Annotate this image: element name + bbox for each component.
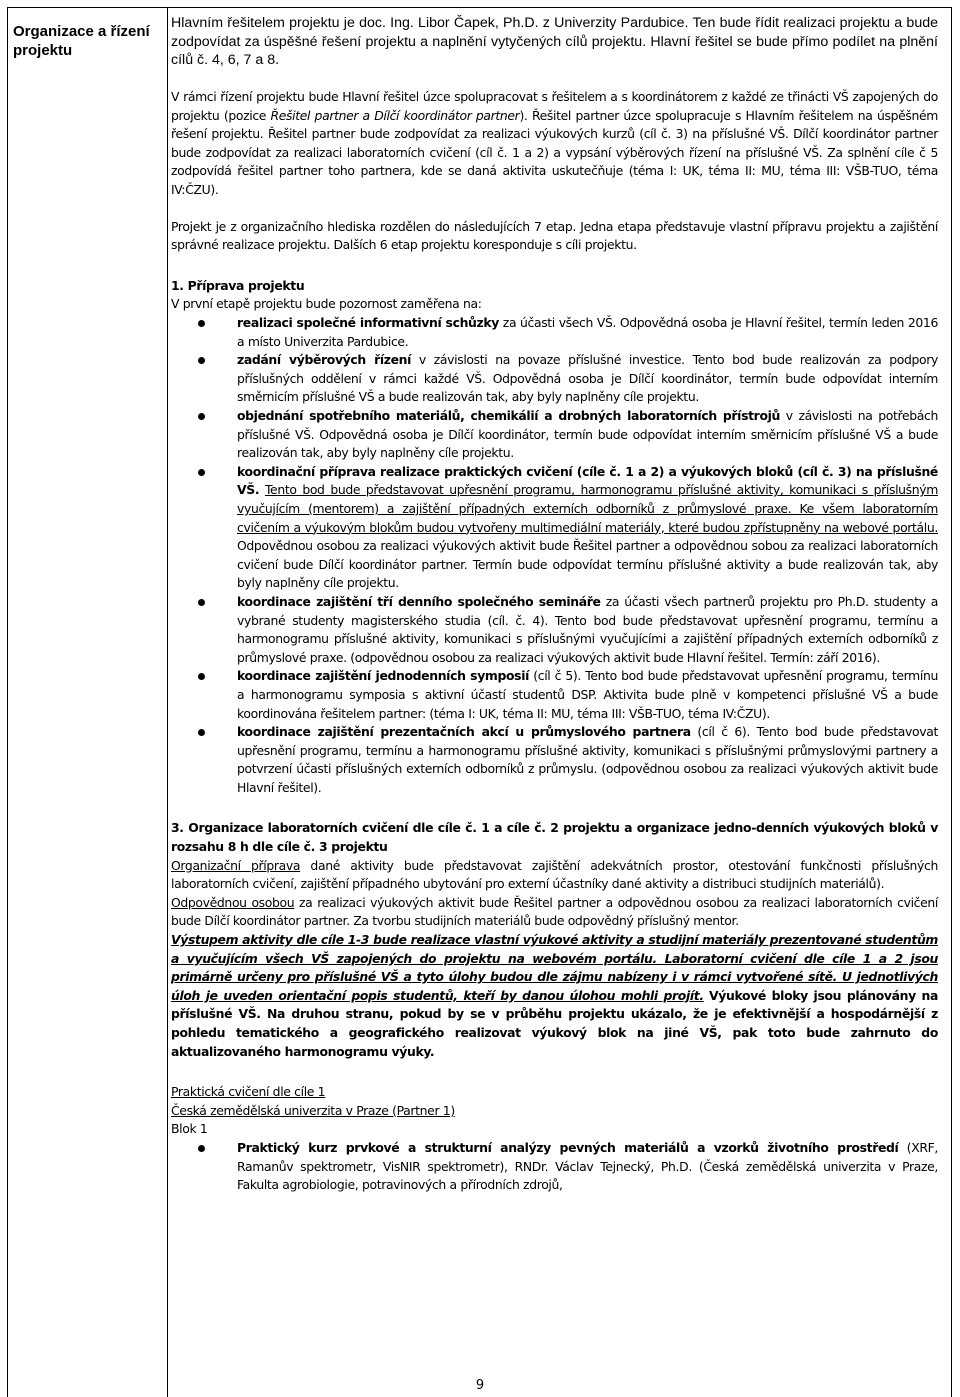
item-bold: koordinační příprava realizace praktických cvičení (cíle č. 1 a 2) a výukových bloků (cíl č. 3) na příslušné VŠ.: [237, 463, 938, 498]
page-number: 9: [475, 1378, 485, 1393]
item-bold: koordinace zajištění prezentačních akcí u průmyslového partnera: [237, 724, 691, 740]
partner-name-text: Česká zemědělská univerzita v Praze (Partner 1): [171, 1102, 455, 1118]
bullet-icon: [198, 357, 205, 364]
item-bold: Praktický kurz prvkové a strukturní analýzy pevných materiálů a vzorků životního prostředí: [237, 1139, 899, 1155]
intro-p2-italic: Řešitel partner a Dílčí koordinátor partner: [270, 107, 520, 123]
section1-heading-text: 1. Příprava projektu: [171, 277, 305, 293]
practical-list: [171, 1139, 938, 1195]
label-column: [8, 8, 168, 1397]
list-item: [171, 463, 938, 593]
bullet-icon: [198, 599, 205, 606]
underlined-term: Organizační příprava: [171, 857, 301, 873]
list-item: [171, 1139, 938, 1195]
item-text: v závislosti na potřebách příslušné VŠ. Odpovědná osoba je Dílčí koordinátor, termín bude odpovídat interním směrnicím příslušné VŠ a bude realizován tak, aby byly naplněny cíle projektu.: [237, 408, 938, 461]
item-text: za účasti všech partnerů projektu pro Ph.D. studenty a vybrané studenty magisterského studia (cíl. č. 4). Tento bod bude představovat upřesnění programu, termínu a harmonogramu příslušné aktivity, komunikaci s příslušnými vyučujícími a zajištění případných externích odborníků z průmyslové praxe. (odpovědnou osobou za realizaci výukových aktivit bude Hlavní řešitel. Termín: září 2016).: [237, 593, 938, 665]
list-item: [171, 593, 938, 667]
paragraph-text: za realizaci výukových aktivit bude Řešitel partner a odpovědnou osobou za realizaci laboratorních cvičení bude Dílčí koordinátor partner. Za tvorbu studijních materiálů bude odpovědný příslušný mentor.: [171, 894, 939, 929]
list-item: [171, 667, 938, 723]
list-item: [171, 314, 938, 351]
bold-italic-text: Výstupem aktivity dle cíle 1-3 bude realizace vlastní výukové aktivity a studijní materiály prezentované studentům a vyučujícím všech VŠ zapojených do projektu na webovém portálu. Laboratorní cvičení dle cíle 1 a 2 jsou primárně určeny pro příslušné VŠ a tyto úlohy budou dle zájmu nabízeny i v rámci vytvořené sítě. U jednotlivých úloh je uveden orientační popis studentů, kteří by danou úlohou mohli projít.: [171, 932, 938, 1003]
item-text: Odpovědnou osobou za realizaci výukových aktivit bude Řešitel partner a odpovědnou sobou za realizaci laboratorních cvičení bude Dílčí koordinátor partner. Termín bude odpovídat termínu příslušné aktivity a bude realizován tak, aby byly naplněny cíle projektu.: [237, 538, 938, 591]
row-label: Organizace a řízení projektu: [13, 23, 150, 59]
bullet-icon: [198, 469, 205, 476]
bullet-icon: [198, 413, 205, 420]
item-text: v závislosti na povaze příslušné investice. Tento bod bude realizován za podpory příslušných oddělení v rámci každé VŠ. Odpovědná osoba je Dílčí koordinátor, termín bude odpovídat interním směrnicím příslušné VŠ a bude realizován tak, aby byly naplněny cíle projektu.: [237, 352, 938, 405]
paragraph-text: dané aktivity bude představovat zajištění adekvátních prostor, otestování funkčnosti příslušných laboratorních cvičení, zajištění případného ubytování pro externí účastníky dané aktivity a distribuci studijních materiálů).: [171, 857, 938, 892]
intro-p2-text-a: V rámci řízení projektu bude Hlavní řešitel úzce spolupracovat s řešitelem a s koordinátorem z každé ze třinácti VŠ zapojených do projektu (pozice: [171, 89, 938, 123]
item-bold: objednání spotřebního materiálů, chemikálií a drobných laboratorních přístrojů: [237, 408, 780, 424]
bullet-icon: [198, 729, 205, 736]
intro-paragraph-1: Hlavním řešitelem projektu je doc. Ing. Libor Čapek, Ph.D. z Univerzity Pardubice. Ten bude řídit realizaci projektu a bude zodpovídat za úspěšné řešení projektu a naplnění vytyčených cílů projektu. Hlavní řešitel se bude přímo podílet na plnění cílů č. 4, 6, 7 a 8.: [171, 15, 938, 69]
content-column: [171, 14, 938, 1195]
item-underlined: Tento bod bude představovat upřesnění programu, harmonogramu příslušné aktivity, komunikaci s příslušným vyučujícím (mentorem) a zajištění případných externích odborníků z průmyslové praxe. Ke všem laboratorním cvičením a výukovým blokům budou vytvořeny multimediální materiály, které budou zpřístupněny na webové portálu.: [237, 482, 938, 535]
block-label: Blok 1: [171, 1121, 208, 1137]
section3-heading-text: 3. Organizace laboratorních cvičení dle cíle č. 1 a cíle č. 2 projektu a organizace jedno-denních výukových bloků v rozsahu 8 h dle cíle č. 3 projektu: [171, 820, 938, 855]
bullet-icon: [198, 1145, 205, 1152]
section3-paragraph-2: [171, 894, 938, 931]
section3-heading: [171, 819, 938, 856]
item-bold: koordinace zajištění jednodenních symposií: [237, 668, 529, 684]
practical-heading-text: Praktická cvičení dle cíle 1: [171, 1084, 326, 1100]
partner-name: [171, 1102, 938, 1121]
item-bold: realizaci společné informativní schůzky: [237, 315, 499, 331]
item-bold: koordinace zajištění tří denního společného semináře: [237, 593, 601, 609]
section1-heading: [171, 277, 938, 296]
item-text: (XRF, Ramanův spektrometr, VisNIR spektrometr), RNDr. Václav Tejnecký, Ph.D. (Česká zemědělská univerzita v Praze, Fakulta agrobiologie, potravinových a přírodních zdrojů,: [237, 1139, 938, 1193]
section1-lead: V první etapě projektu bude pozornost zaměřena na:: [171, 296, 482, 312]
item-bold: zadání výběrových řízení: [237, 352, 412, 368]
underlined-term: Odpovědnou osobou: [171, 894, 295, 910]
bullet-icon: [198, 320, 205, 327]
list-item: [171, 351, 938, 407]
section3-paragraph-1: [171, 857, 938, 894]
list-item: [171, 723, 938, 797]
item-text: za účasti všech VŠ. Odpovědná osoba je Hlavní řešitel, termín leden 2016 a místo Univerzita Pardubice.: [237, 315, 938, 349]
section1-list: [171, 314, 938, 797]
list-item: [171, 407, 938, 463]
practical-heading: [171, 1083, 938, 1102]
intro-p2-text-b: ). Řešitel partner úzce spolupracuje s Hlavním řešitelem na úspěšném řešení projektu. Řešitel partner bude zodpovídat za realizaci výukových kurzů (cíl č. 3) na příslušné VŠ. Dílčí koordinátor partner bude zodpovídat za realizaci laboratorních cvičení (cíl č. 1 a 2) a vypsání výběrových řízení na příslušné VŠ. Za splnění cíle č 5 zodpovídá řešitel partner toho partnera, kde se daná aktivita uskutečňuje (téma I: UK, téma II: MU, téma III: VŠB-TUO, téma IV:ČZU).: [171, 107, 938, 198]
intro-paragraph-2: [171, 88, 938, 200]
intro-paragraph-3: Projekt je z organizačního hlediska rozdělen do následujících 7 etap. Jedna etapa představuje vlastní přípravu projektu a zajištění správné realizace projektu. Dalších 6 etap projektu koresponduje s cíli projektu.: [171, 218, 938, 253]
section3-paragraph-3: [171, 931, 938, 1061]
bullet-icon: [198, 673, 205, 680]
item-text: (cíl č 5). Tento bod bude představovat upřesnění programu, termínu a harmonogramu symposia s aktivní účastí studentů DSP. Aktivita bude plně v kompetenci příslušné VŠ a bude koordinována řešitelem partner: (téma I: UK, téma II: MU, téma III: VŠB-TUO, téma IV:ČZU).: [237, 668, 939, 721]
item-text: (cíl č 6). Tento bod bude představovat upřesnění programu, termínu a harmonogramu příslušné aktivity, komunikaci s příslušnými průmyslovými partnery a potvrzení účasti příslušných externích odborníků z průmyslu. (odpovědnou osobou za realizaci výukových aktivit bude Hlavní řešitel).: [237, 724, 938, 795]
bold-text: Výukové bloky jsou plánovány na příslušné VŠ. Na druhou stranu, pokud by se v průběhu projektu ukázalo, že je efektivnější a hospodárnější z pohledu tematického a geografického realizovat výukový blok na jiné VŠ, pak toto bude zahrnuto do aktualizovaného harmonogramu výuky.: [171, 987, 938, 1059]
